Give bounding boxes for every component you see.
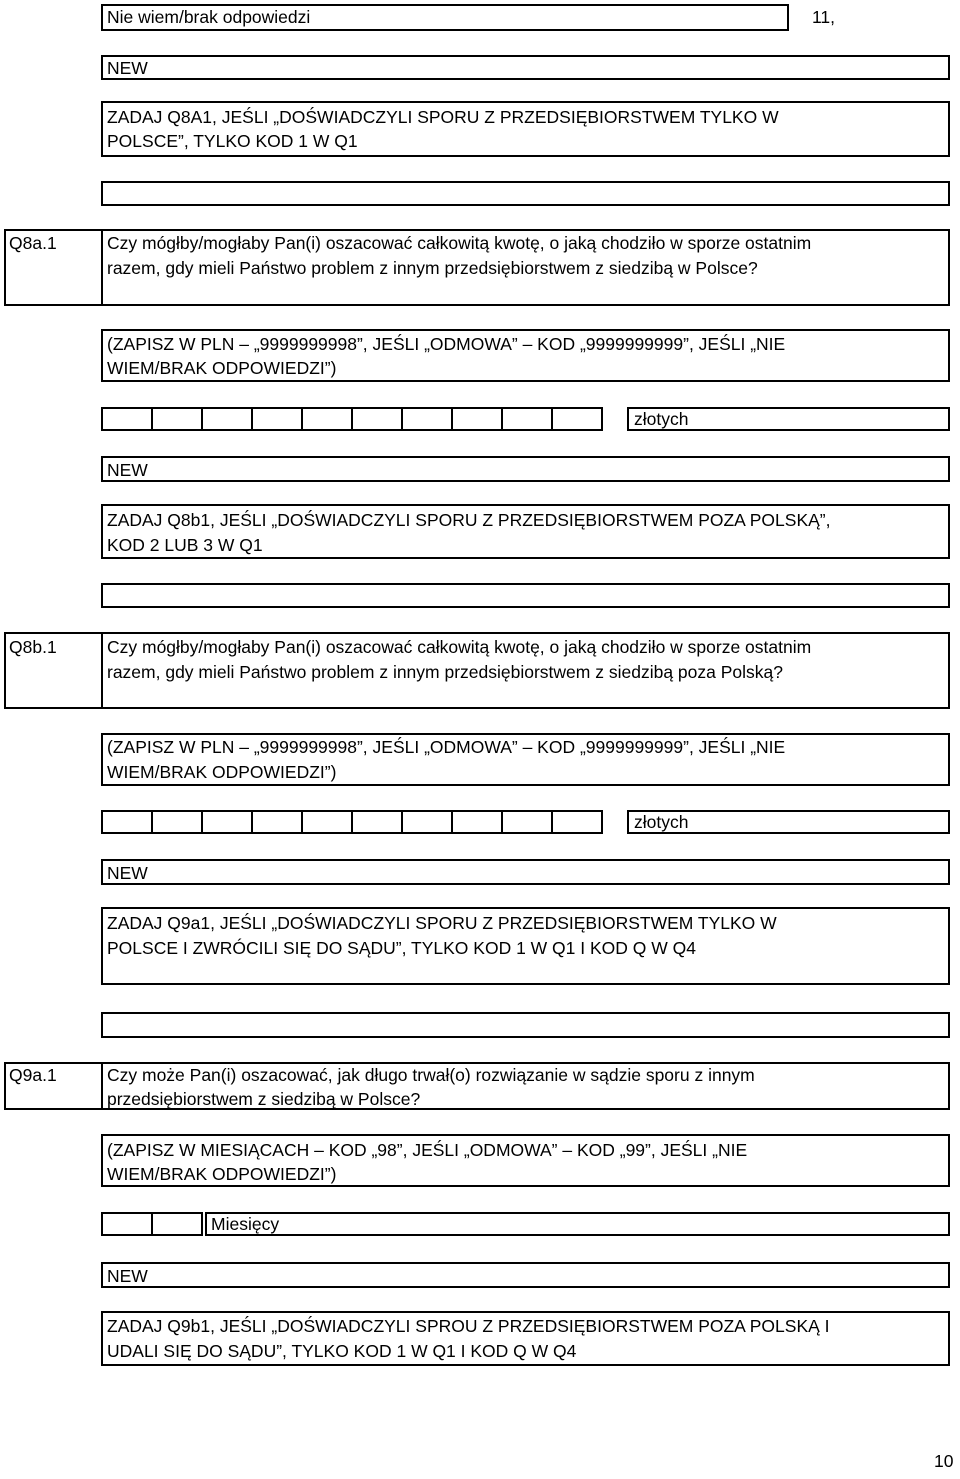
top-answer-code: 11, bbox=[812, 7, 836, 27]
note-line-2: WIEM/BRAK ODPOWIEDZI”) bbox=[107, 358, 337, 378]
note-line-2: WIEM/BRAK ODPOWIEDZI”) bbox=[107, 762, 337, 782]
instruction-line-1: ZADAJ Q8A1, JEŚLI „DOŚWIADCZYLI SPORU Z PRZEDSIĘBIORSTWEM TYLKO W bbox=[107, 107, 779, 127]
page-number: 10 bbox=[934, 1451, 954, 1471]
new-box-q8b1 bbox=[101, 456, 950, 482]
amount-input-q8a1[interactable] bbox=[101, 407, 601, 431]
spacer-box-q8a1 bbox=[101, 181, 950, 206]
instruction-line-1: ZADAJ Q8b1, JEŚLI „DOŚWIADCZYLI SPORU Z PRZEDSIĘBIORSTWEM POZA POLSKĄ”, bbox=[107, 510, 831, 530]
question-line-1: Czy mógłby/mogłaby Pan(i) oszacować całkowitą kwotę, o jaką chodziło w sporze ostatnim bbox=[107, 637, 812, 657]
question-line-2: przedsiębiorstwem z siedzibą w Polsce? bbox=[107, 1089, 421, 1109]
note-line-1: (ZAPISZ W MIESIĄCACH – KOD „98”, JEŚLI „ODMOWA” – KOD „99”, JEŚLI „NIE bbox=[107, 1140, 748, 1160]
digit-cell[interactable] bbox=[551, 407, 603, 431]
unit-label-q8b1: złotych bbox=[634, 812, 689, 832]
digit-cell[interactable] bbox=[451, 407, 503, 431]
new-box-q9a1 bbox=[101, 859, 950, 885]
digit-cell[interactable] bbox=[201, 810, 253, 834]
digit-cell[interactable] bbox=[401, 810, 453, 834]
new-label-q8b1: NEW bbox=[107, 460, 148, 480]
digit-cell[interactable] bbox=[501, 810, 553, 834]
instruction-line-2: POLSCE I ZWRÓCILI SIĘ DO SĄDU”, TYLKO KOD 1 W Q1 I KOD Q W Q4 bbox=[107, 938, 696, 958]
new-box-q8a1 bbox=[101, 55, 950, 80]
note-line-2: WIEM/BRAK ODPOWIEDZI”) bbox=[107, 1164, 337, 1184]
digit-cell[interactable] bbox=[201, 407, 253, 431]
new-label-q9b1: NEW bbox=[107, 1266, 148, 1286]
instruction-line-2: KOD 2 LUB 3 W Q1 bbox=[107, 535, 263, 555]
digit-cell[interactable] bbox=[451, 810, 503, 834]
top-answer-label: Nie wiem/brak odpowiedzi bbox=[107, 7, 311, 27]
question-id-q8a1: Q8a.1 bbox=[9, 233, 57, 253]
digit-cell[interactable] bbox=[301, 810, 353, 834]
digit-cell[interactable] bbox=[351, 810, 403, 834]
digit-cell[interactable] bbox=[251, 810, 303, 834]
question-id-q9a1: Q9a.1 bbox=[9, 1065, 57, 1085]
instruction-line-1: ZADAJ Q9b1, JEŚLI „DOŚWIADCZYLI SPROU Z PRZEDSIĘBIORSTWEM POZA POLSKĄ I bbox=[107, 1316, 830, 1336]
note-line-1: (ZAPISZ W PLN – „9999999998”, JEŚLI „ODMOWA” – KOD „9999999999”, JEŚLI „NIE bbox=[107, 737, 786, 757]
digit-cell[interactable] bbox=[101, 407, 153, 431]
question-line-2: razem, gdy mieli Państwo problem z innym przedsiębiorstwem z siedzibą w Polsce? bbox=[107, 258, 758, 278]
question-id-q8b1: Q8b.1 bbox=[9, 637, 57, 657]
new-label-q9a1: NEW bbox=[107, 863, 148, 883]
question-divider-q8b1 bbox=[101, 632, 103, 709]
question-line-1: Czy mógłby/mogłaby Pan(i) oszacować całkowitą kwotę, o jaką chodziło w sporze ostatnim bbox=[107, 233, 812, 253]
digit-cell[interactable] bbox=[351, 407, 403, 431]
spacer-box-q8b1 bbox=[101, 583, 950, 608]
question-divider-q9a1 bbox=[101, 1062, 103, 1110]
unit-label-q9a1: Miesięcy bbox=[211, 1214, 280, 1234]
spacer-box-q9a1 bbox=[101, 1012, 950, 1038]
instruction-line-2: UDALI SIĘ DO SĄDU”, TYLKO KOD 1 W Q1 I KOD Q W Q4 bbox=[107, 1341, 577, 1361]
instruction-line-2: POLSCE”, TYLKO KOD 1 W Q1 bbox=[107, 131, 358, 151]
unit-label-q8a1: złotych bbox=[634, 409, 689, 429]
digit-cell[interactable] bbox=[501, 407, 553, 431]
question-line-1: Czy może Pan(i) oszacować, jak długo trwał(o) rozwiązanie w sądzie sporu z innym bbox=[107, 1065, 755, 1085]
digit-cell[interactable] bbox=[101, 810, 153, 834]
new-label-q8a1: NEW bbox=[107, 58, 148, 78]
unit-box-q9a1 bbox=[205, 1212, 950, 1236]
new-box-q9b1 bbox=[101, 1262, 950, 1288]
instruction-line-1: ZADAJ Q9a1, JEŚLI „DOŚWIADCZYLI SPORU Z PRZEDSIĘBIORSTWEM TYLKO W bbox=[107, 913, 777, 933]
digit-cell[interactable] bbox=[101, 1212, 153, 1236]
digit-cell[interactable] bbox=[151, 810, 203, 834]
digit-cell[interactable] bbox=[251, 407, 303, 431]
amount-input-q8b1[interactable] bbox=[101, 810, 601, 834]
question-line-2: razem, gdy mieli Państwo problem z innym przedsiębiorstwem z siedzibą poza Polską? bbox=[107, 662, 783, 682]
question-divider-q8a1 bbox=[101, 229, 103, 306]
note-line-1: (ZAPISZ W PLN – „9999999998”, JEŚLI „ODMOWA” – KOD „9999999999”, JEŚLI „NIE bbox=[107, 334, 786, 354]
digit-cell[interactable] bbox=[151, 407, 203, 431]
months-input-q9a1[interactable] bbox=[101, 1212, 201, 1236]
digit-cell[interactable] bbox=[551, 810, 603, 834]
digit-cell[interactable] bbox=[301, 407, 353, 431]
digit-cell[interactable] bbox=[151, 1212, 203, 1236]
digit-cell[interactable] bbox=[401, 407, 453, 431]
